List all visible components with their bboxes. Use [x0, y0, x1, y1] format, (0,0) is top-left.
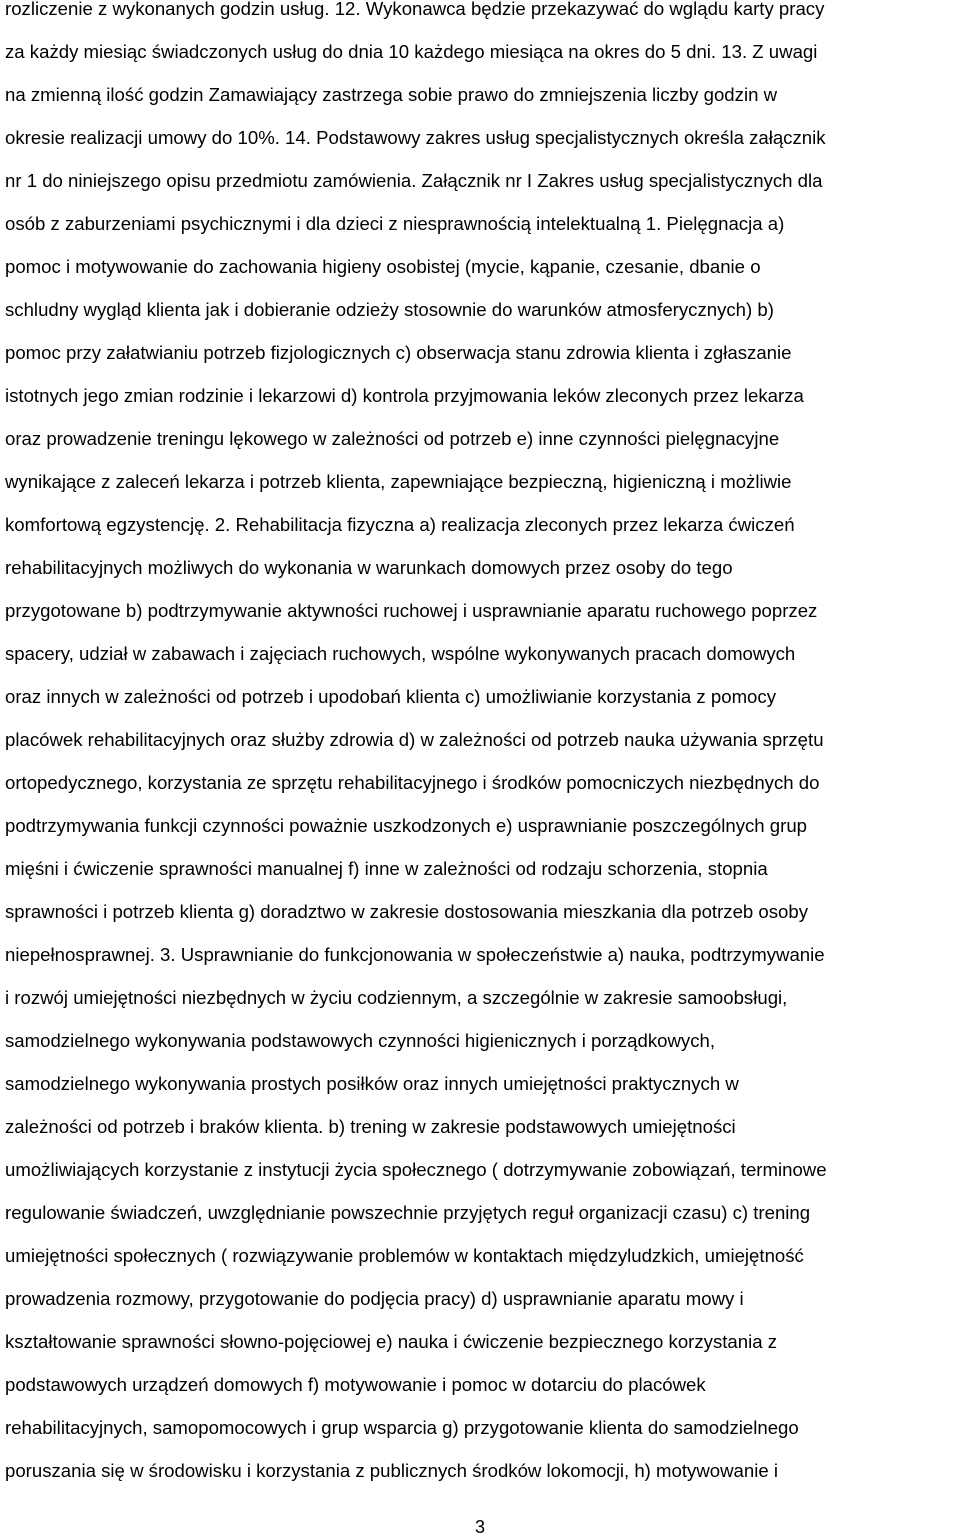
text-line: samodzielnego wykonywania prostych posiłków oraz innych umiejętności praktycznych w [5, 1073, 739, 1094]
text-line: podstawowych urządzeń domowych f) motywowanie i pomoc w dotarciu do placówek [5, 1374, 706, 1395]
text-line: osób z zaburzeniami psychicznymi i dla dzieci z niesprawnością intelektualną 1. Pielęgnacja a) [5, 213, 785, 234]
text-line: spacery, udział w zabawach i zajęciach ruchowych, wspólne wykonywanych pracach domowych [5, 643, 796, 664]
text-line: niepełnosprawnej. 3. Usprawnianie do funkcjonowania w społeczeństwie a) nauka, podtrzymywanie [5, 944, 825, 965]
text-line: ortopedycznego, korzystania ze sprzętu rehabilitacyjnego i środków pomocniczych niezbędnych do [5, 772, 820, 793]
text-line: zależności od potrzeb i braków klienta. b) trening w zakresie podstawowych umiejętności [5, 1116, 736, 1137]
text-line: rehabilitacyjnych możliwych do wykonania w warunkach domowych przez osoby do tego [5, 557, 733, 578]
text-line: i rozwój umiejętności niezbędnych w życiu codziennym, a szczególnie w zakresie samoobsługi, [5, 987, 788, 1008]
text-line: za każdy miesiąc świadczonych usług do dnia 10 każdego miesiąca na okres do 5 dni. 13. Z uwagi [5, 41, 818, 62]
text-line: podtrzymywania funkcji czynności poważnie uszkodzonych e) usprawnianie poszczególnych grup [5, 815, 808, 836]
text-line: kształtowanie sprawności słowno-pojęciowej e) nauka i ćwiczenie bezpiecznego korzystania z [5, 1331, 778, 1352]
text-line: oraz prowadzenie treningu lękowego w zależności od potrzeb e) inne czynności pielęgnacyjne [5, 428, 780, 449]
text-line: pomoc przy załatwianiu potrzeb fizjologicznych c) obserwacja stanu zdrowia klienta i zgłaszanie [5, 342, 792, 363]
text-line: mięśni i ćwiczenie sprawności manualnej f) inne w zależności od rodzaju schorzenia, stopnia [5, 858, 768, 879]
text-line: schludny wygląd klienta jak i dobieranie odzieży stosownie do warunków atmosferycznych) b) [5, 299, 774, 320]
text-line: rehabilitacyjnych, samopomocowych i grup wsparcia g) przygotowanie klienta do samodzielnego [5, 1417, 799, 1438]
text-line: sprawności i potrzeb klienta g) doradztwo w zakresie dostosowania mieszkania dla potrzeb osoby [5, 901, 809, 922]
text-line: rozliczenie z wykonanych godzin usług. 12. Wykonawca będzie przekazywać do wglądu karty pracy [5, 0, 825, 19]
text-line: placówek rehabilitacyjnych oraz służby zdrowia d) w zależności od potrzeb nauka używania sprzętu [5, 729, 824, 750]
text-line: umiejętności społecznych ( rozwiązywanie problemów w kontaktach międzyludzkich, umiejętność [5, 1245, 804, 1266]
text-line: prowadzenia rozmowy, przygotowanie do podjęcia pracy) d) usprawnianie aparatu mowy i [5, 1288, 744, 1309]
text-line: poruszania się w środowisku i korzystania z publicznych środków lokomocji, h) motywowanie i [5, 1460, 778, 1481]
text-line: okresie realizacji umowy do 10%. 14. Podstawowy zakres usług specjalistycznych określa załącznik [5, 127, 826, 148]
text-line: istotnych jego zmian rodzinie i lekarzowi d) kontrola przyjmowania leków zleconych przez lekarza [5, 385, 804, 406]
text-line: komfortową egzystencję. 2. Rehabilitacja fizyczna a) realizacja zleconych przez lekarza ćwiczeń [5, 514, 795, 535]
text-line: umożliwiających korzystanie z instytucji życia społecznego ( dotrzymywanie zobowiązań, terminowe [5, 1159, 827, 1180]
text-line: samodzielnego wykonywania podstawowych czynności higienicznych i porządkowych, [5, 1030, 716, 1051]
text-line: nr 1 do niniejszego opisu przedmiotu zamówienia. Załącznik nr I Zakres usług specjalistycznych dla [5, 170, 823, 191]
text-line: regulowanie świadczeń, uwzględnianie powszechnie przyjętych reguł organizacji czasu) c) trening [5, 1202, 811, 1223]
text-line: pomoc i motywowanie do zachowania higieny osobistej (mycie, kąpanie, czesanie, dbanie o [5, 256, 761, 277]
text-line: oraz innych w zależności od potrzeb i upodobań klienta c) umożliwianie korzystania z pomocy [5, 686, 776, 707]
text-line: na zmienną ilość godzin Zamawiający zastrzega sobie prawo do zmniejszenia liczby godzin w [5, 84, 778, 105]
text-line: przygotowane b) podtrzymywanie aktywności ruchowej i usprawnianie aparatu ruchowego poprzez [5, 600, 818, 621]
page-number: 3 [474, 1517, 485, 1537]
text-line: wynikające z zaleceń lekarza i potrzeb klienta, zapewniające bezpieczną, higieniczną i możliwie [5, 471, 792, 492]
